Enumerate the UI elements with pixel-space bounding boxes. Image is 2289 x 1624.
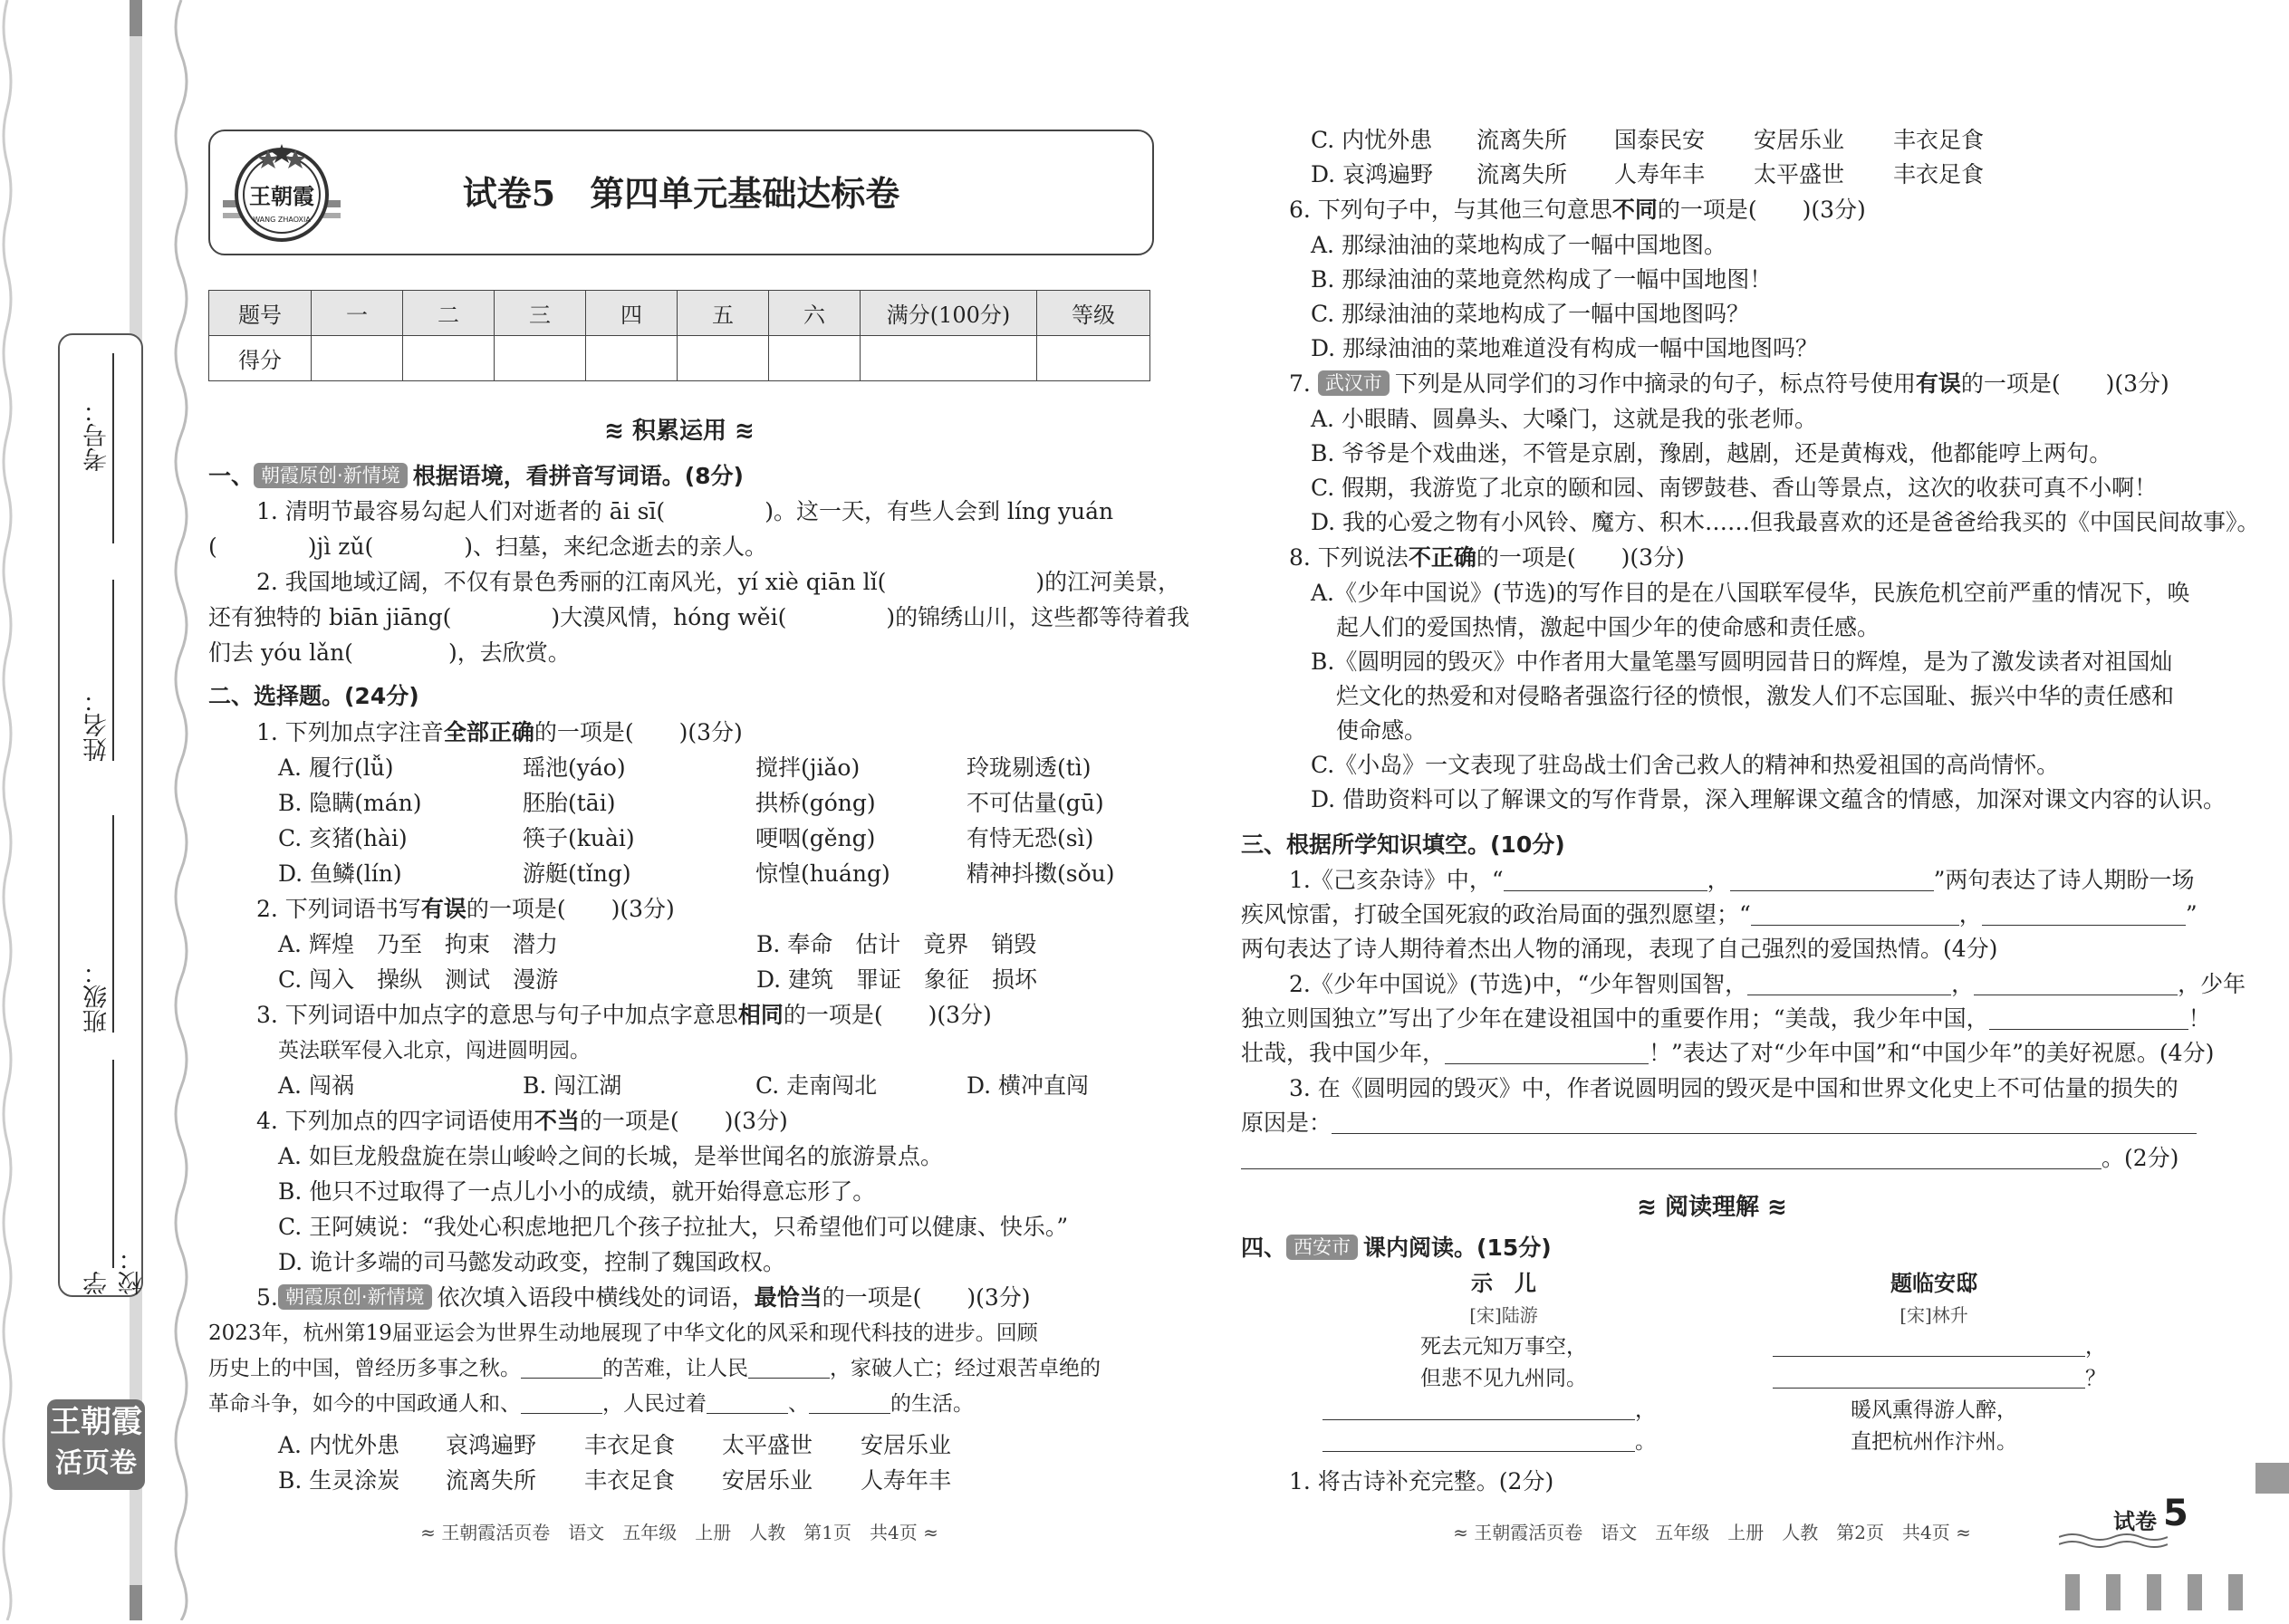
text: )jì zǔ(: [307, 533, 374, 560]
corner-number: 5: [2163, 1493, 2188, 1534]
opt: 瑶池(yáo): [523, 754, 626, 781]
answer-blank[interactable]: [373, 534, 464, 558]
xuexiao-field[interactable]: [112, 1060, 114, 1268]
score-input[interactable]: [861, 336, 1037, 381]
opt: 丰衣足食: [584, 1467, 676, 1494]
q8-option-a[interactable]: A.《少年中国说》(节选)的写作目的是在八国联军侵华，民族危机空前严重的情况下，唤: [1311, 580, 2190, 606]
score-cell: 题号: [209, 291, 312, 336]
text: 的一项是( )(3分): [822, 1284, 1031, 1311]
opt: B. 隐瞒(mán): [278, 790, 422, 816]
text: 原因是：: [1241, 1110, 1332, 1136]
emphasis: 有误: [1915, 370, 1961, 397]
opt: 人寿年丰: [1614, 161, 1706, 187]
answer-line[interactable]: [1332, 1110, 2197, 1134]
score-cell: 一: [312, 291, 403, 336]
score-cell: 三: [495, 291, 586, 336]
poem-tilinan: [1744, 1268, 2124, 1458]
text: 依次填入语段中横线处的词语，: [437, 1284, 755, 1311]
poem-author: [宋]林升: [1899, 1304, 1968, 1326]
answer-blank[interactable]: [217, 534, 308, 558]
text: ！”表达了对“少年中国”和“中国少年”的美好祝愿。(4分): [1649, 1040, 2215, 1066]
q8-option-b-cont: 烂文化的热爱和对侵略者强盗行径的愤恨，激发人们不忘国耻、振兴中华的责任感和: [1336, 683, 2175, 709]
text: 3. 下列词语中加点字的意思与句子中加点字意思: [256, 1002, 738, 1028]
emphasis: 不当: [534, 1108, 580, 1134]
text: 、: [788, 1392, 809, 1416]
text: 的一项是( )(3分): [466, 896, 675, 922]
text: ，: [2085, 1335, 2106, 1359]
q8-option-a-cont: 起人们的爱国热情，激起中国少年的使命感和责任感。: [1336, 614, 1880, 640]
text: )、扫墓，来纪念逝去的亲人。: [464, 533, 768, 560]
question-2: 二、选择题。(24分): [208, 683, 419, 709]
q-tag: 武汉市: [1318, 370, 1390, 396]
q7-option-d[interactable]: D. 我的心爱之物有小风铃、魔方、积木……但我最喜欢的还是爸爸给我买的《中国民间故事》。: [1311, 509, 2260, 535]
opt: 筷子(kuài): [523, 825, 635, 851]
question-4: [1241, 1231, 1552, 1265]
score-input[interactable]: [769, 336, 861, 381]
student-info-box: [58, 333, 147, 1297]
score-cell: 二: [403, 291, 495, 336]
opt: 哽咽(gěng): [755, 825, 876, 851]
q2-4-option-b[interactable]: B. 他只不过取得了一点儿小小的成绩，就开始得意忘形了。: [278, 1178, 876, 1205]
text: ，: [1707, 867, 1730, 893]
emphasis: 相同: [737, 1002, 784, 1028]
q6-option-c[interactable]: C. 那绿油油的菜地构成了一幅中国地图吗？: [1311, 301, 1750, 327]
q3-2-cont: [1241, 1002, 2211, 1036]
emphasis: 有误: [420, 896, 466, 922]
opt: C. 内忧外患: [1311, 127, 1433, 153]
brand-badge: [47, 1399, 145, 1490]
text: 2. 我国地域辽阔，不仅有景色秀丽的江南风光，yí xiè qiān lǐ(: [256, 569, 887, 595]
text: ”: [2185, 901, 2198, 927]
answer-blank[interactable]: [1989, 1005, 2188, 1030]
answer-blank[interactable]: [786, 605, 886, 629]
text: 疾风惊雷，打破全国死寂的政治局面的强烈愿望；“: [1241, 901, 1751, 927]
text: 革命斗争，如今的中国政通人和、: [208, 1392, 521, 1416]
poem-line: 死去元知万事空，: [1420, 1335, 1587, 1359]
text: 独立则国独立”写出了少年在建设祖国中的重要作用；“美哉，我少年中国，: [1241, 1005, 1989, 1032]
answer-line[interactable]: [1773, 1332, 2085, 1357]
score-table: [208, 290, 1150, 381]
corner-label: 试卷: [2113, 1509, 2157, 1534]
score-input[interactable]: [495, 336, 586, 381]
q2-2-stem: [256, 892, 675, 927]
text: 2.《少年中国说》(节选)中，“少年智则国智，: [1289, 971, 1748, 997]
xingming-field[interactable]: [112, 580, 114, 761]
poem-line: 但悲不见九州同。: [1420, 1367, 1587, 1390]
poem-line: 暖风熏得游人醉，: [1851, 1398, 2017, 1422]
text: )的锦绣山川，这些都等待着我: [886, 604, 1190, 630]
score-input[interactable]: [1037, 336, 1150, 381]
text: 4. 下列加点的四字词语使用: [256, 1108, 534, 1134]
answer-blank[interactable]: [353, 640, 448, 664]
q7-option-a[interactable]: A. 小眼睛、圆鼻头、大嗓门，这就是我的张老师。: [1311, 406, 1817, 432]
text: )的江河美景，: [1035, 569, 1181, 595]
logo-sub: WANG ZHAOXIA: [253, 216, 311, 224]
page-title: 试卷5 第四单元基础达标卷: [462, 173, 900, 214]
opt: 搅拌(jiǎo): [755, 754, 861, 781]
q1-line: [256, 565, 1180, 600]
text: 下列是从同学们的习作中摘录的句子，标点符号使用: [1394, 370, 1916, 397]
text: 的一项是( )(3分): [1960, 370, 2169, 397]
opt: 不可估量(gū): [967, 790, 1104, 816]
q3-3-cont: [1241, 1106, 2197, 1140]
question-1: [208, 459, 744, 494]
q-tag: 朝霞原创·新情境: [278, 1284, 432, 1310]
answer-blank[interactable]: [1751, 901, 1959, 926]
q3-2: [1289, 967, 2246, 1002]
q6-option-b[interactable]: B. 那绿油油的菜地竟然构成了一幅中国地图！: [1311, 266, 1773, 293]
opt: A. 履行(lǚ): [278, 754, 394, 781]
opt: 丰衣足食: [1893, 161, 1985, 187]
q2-3-sentence: 英法联军侵入北京，闯进圆明园。: [278, 1039, 591, 1062]
score-input[interactable]: [586, 336, 678, 381]
text: 的生活。: [890, 1392, 974, 1416]
score-cell: 六: [769, 291, 861, 336]
answer-line[interactable]: [1322, 1427, 1635, 1452]
q3-3-cont: [1241, 1141, 2178, 1176]
opt: 丰衣足食: [584, 1432, 676, 1458]
emphasis: 不同: [1611, 197, 1658, 223]
text: 7.: [1289, 370, 1318, 397]
opt: 游艇(tǐng): [523, 860, 631, 887]
opt: C. 亥猪(hài): [278, 825, 408, 851]
q3-1: [1289, 863, 2194, 898]
corner-wave-icon: [2059, 1532, 2168, 1559]
q6-stem: [1289, 193, 1866, 227]
kaohao-field[interactable]: [112, 353, 114, 543]
text: ，: [1958, 901, 1982, 927]
logo-text: 王朝霞: [249, 183, 314, 209]
q-tag: 西安市: [1286, 1235, 1358, 1260]
text: 们去 yóu lǎn(: [208, 639, 353, 666]
opt: 精神抖擞(sǒu): [967, 860, 1115, 887]
q2-5-passage: [208, 1351, 1101, 1386]
text: 的一项是( )(3分): [1476, 544, 1685, 571]
opt: 太平盛世: [722, 1432, 813, 1458]
score-input[interactable]: [312, 336, 403, 381]
opt: 有恃无恐(sì): [967, 825, 1094, 851]
text: ，少年: [2178, 971, 2246, 997]
q3-3: 3. 在《圆明园的毁灭》中，作者说圆明园的毁灭是中国和世界文化史上不可估量的损失的: [1289, 1075, 2178, 1101]
q1-line: [208, 530, 767, 564]
opt: 流离失所: [446, 1467, 537, 1494]
q2-2-option-c[interactable]: C. 闯入 操纵 测试 漫游: [278, 966, 559, 993]
opt: 国泰民安: [1614, 127, 1706, 153]
text: 的一项是( )(3分): [534, 719, 743, 745]
q2-5-passage: 2023年，杭州第19届亚运会为世界生动地展现了中华文化的风采和现代科技的进步。回顾: [208, 1321, 1038, 1345]
q-text: 根据语境，看拼音写词语。(8分): [412, 463, 744, 489]
emphasis: 全部正确: [443, 719, 534, 745]
opt: 丰衣足食: [1893, 127, 1985, 153]
q8-option-c[interactable]: C.《小岛》一文表现了驻岛战士们舍己救人的精神和热爱祖国的高尚情怀。: [1311, 752, 2060, 778]
q-num: 一、: [208, 463, 255, 489]
q1-line: [208, 636, 571, 670]
section-title: 积累运用: [631, 418, 726, 445]
answer-blank[interactable]: [707, 1389, 788, 1414]
q2-4-option-d[interactable]: D. 诡计多端的司马懿发动政变，控制了魏国政权。: [278, 1249, 786, 1275]
answer-line[interactable]: [1322, 1396, 1635, 1420]
score-input[interactable]: [678, 336, 769, 381]
text: 历史上的中国，曾经历多事之秋。: [208, 1357, 521, 1380]
q-tag: 朝霞原创·新情境: [254, 463, 408, 488]
q3-1-cont: 两句表达了诗人期待着杰出人物的涌现，表现了自己强烈的爱国热情。(4分): [1241, 936, 1998, 962]
q2-4-stem: [256, 1104, 788, 1139]
text: 。(2分): [2101, 1145, 2179, 1171]
answer-blank[interactable]: [886, 570, 1035, 593]
text: ，人民过着: [602, 1392, 707, 1416]
answer-line[interactable]: [1773, 1364, 2085, 1389]
score-value-row: [209, 336, 1150, 381]
opt[interactable]: B. 闯江湖: [523, 1072, 622, 1099]
text: (: [208, 533, 217, 560]
text: 1. 下列加点字注音: [256, 719, 444, 745]
answer-blank[interactable]: [521, 1354, 602, 1379]
poem-line: 直把杭州作汴州。: [1851, 1430, 2017, 1454]
opt[interactable]: C. 走南闯北: [755, 1072, 878, 1099]
text: 8. 下列说法: [1289, 544, 1409, 571]
section-title: 阅读理解: [1664, 1194, 1759, 1221]
question-3: 三、根据所学知识填空。(10分): [1241, 831, 1565, 858]
score-header-row: [209, 291, 1150, 336]
answer-blank[interactable]: [1982, 901, 2186, 926]
poem-title: 示 儿: [1471, 1271, 1536, 1296]
poem-title: 题临安邸: [1890, 1271, 1977, 1296]
page-footer-right: ≈ 王朝霞活页卷 语文 五年级 上册 人教 第2页 共4页 ≈: [1453, 1522, 1971, 1543]
text: 1.《己亥杂诗》中，“: [1289, 867, 1504, 893]
q6-option-a[interactable]: A. 那绿油油的菜地构成了一幅中国地图。: [1311, 232, 1726, 258]
opt: 哀鸿遍野: [446, 1432, 537, 1458]
answer-blank[interactable]: [665, 499, 765, 523]
opt: D. 哀鸿遍野: [1311, 161, 1434, 187]
q2-4-option-c[interactable]: C. 王阿姨说：“我处心积虑地把几个孩子拉扯大，只希望他们可以健康、快乐。”: [278, 1214, 1069, 1240]
q7-stem: [1289, 367, 2169, 401]
text: 还有独特的 biān jiāng(: [208, 604, 452, 630]
section-header-jilei: ≋ 积累运用 ≋: [604, 418, 755, 445]
text: 2. 下列词语书写: [256, 896, 421, 922]
opt: A. 内忧外患: [278, 1432, 399, 1458]
answer-blank[interactable]: [451, 605, 551, 629]
poem-author: [宋]陆游: [1469, 1304, 1538, 1326]
answer-blank[interactable]: [1730, 867, 1934, 891]
answer-blank[interactable]: [521, 1389, 602, 1414]
q-text: 课内阅读。(15分): [1363, 1235, 1552, 1261]
text: ，: [1951, 971, 1975, 997]
q2-5-passage: [208, 1387, 974, 1421]
q7-option-b[interactable]: B. 爷爷是个戏曲迷，不管是京剧，豫剧，越剧，还是黄梅戏，他都能哼上两句。: [1311, 440, 2112, 466]
score-input[interactable]: [403, 336, 495, 381]
answer-blank[interactable]: [1504, 867, 1707, 891]
text: ？: [2085, 1367, 2106, 1390]
opt[interactable]: D. 横冲直闯: [967, 1072, 1090, 1099]
opt: 流离失所: [1476, 127, 1568, 153]
opt: B. 生灵涂炭: [278, 1467, 400, 1494]
opt: 玲珑剔透(tì): [967, 754, 1092, 781]
text: 壮哉，我中国少年，: [1241, 1040, 1446, 1066]
q2-2-option-a[interactable]: A. 辉煌 乃至 拘束 潜力: [278, 931, 558, 957]
answer-blank[interactable]: [748, 1354, 830, 1379]
poem-shier: [1313, 1268, 1694, 1458]
title-banner: [208, 130, 1154, 255]
q1-line: [256, 495, 1113, 529]
opt[interactable]: A. 闯祸: [278, 1072, 354, 1099]
q3-1-cont: [1241, 898, 2198, 932]
q2-2-option-d[interactable]: D. 建筑 罪证 象征 损坏: [756, 966, 1038, 993]
text: 的一项是( )(3分): [579, 1108, 788, 1134]
text: ，家破人亡；经过艰苦卓绝的: [830, 1357, 1101, 1380]
text: 1. 清明节最容易勾起人们对逝者的 āi sī(: [256, 498, 666, 524]
text: ！: [2188, 1005, 2211, 1032]
opt: 太平盛世: [1754, 161, 1845, 187]
opt: 人寿年丰: [861, 1467, 952, 1494]
section-header-yuedu: ≋ 阅读理解 ≋: [1637, 1194, 1787, 1221]
opt: 胚胎(tāi): [523, 790, 616, 816]
text: 的苦难，让人民: [602, 1357, 748, 1380]
score-cell: 满分(100分): [861, 291, 1037, 336]
text: )。这一天，有些人会到 líng yuán: [765, 498, 1114, 524]
score-cell: 五: [678, 291, 769, 336]
q8-option-b-cont: 使命感。: [1336, 717, 1428, 744]
opt: 安居乐业: [722, 1467, 813, 1494]
answer-blank[interactable]: [1747, 971, 1951, 995]
bottom-stripes: [2065, 1574, 2289, 1610]
q7-option-c[interactable]: C. 假期，我游览了北京的颐和园、南锣鼓巷、香山等景点，这次的收获可真不小啊！: [1311, 475, 2158, 501]
emphasis: 不正确: [1408, 544, 1476, 571]
text: ，: [1635, 1398, 1656, 1422]
opt: 安居乐业: [861, 1432, 952, 1458]
q3-2-cont: [1241, 1036, 2214, 1071]
answer-line[interactable]: [1241, 1145, 2101, 1169]
score-cell: 四: [586, 291, 678, 336]
opt: 安居乐业: [1754, 127, 1845, 153]
score-cell: 等级: [1037, 291, 1150, 336]
kaohao-label: 考号：: [83, 399, 111, 472]
brand-text: 王朝霞: [50, 1404, 142, 1440]
q8-stem: [1289, 541, 1685, 575]
answer-blank[interactable]: [809, 1389, 890, 1414]
banji-label: 班级：: [83, 960, 111, 1033]
page-footer-left: ≈ 王朝霞活页卷 语文 五年级 上册 人教 第1页 共4页 ≈: [420, 1522, 938, 1543]
q2-5-stem: 5. 朝霞原创·新情境 依次填入语段中横线处的词语，最恰当的一项是( )(3分): [256, 1284, 1031, 1311]
q6-option-d[interactable]: D. 那绿油油的菜地难道没有构成一幅中国地图吗？: [1311, 335, 1819, 361]
q8-option-d[interactable]: D. 借助资料可以了解课文的写作背景，深入理解课文蕴含的情感，加深对课文内容的认识。: [1311, 786, 2226, 812]
brand-text-2: 活页卷: [55, 1447, 137, 1479]
opt: 拱桥(góng): [755, 790, 876, 816]
opt: D. 鱼鳞(lín): [278, 860, 402, 887]
q-num: 四、: [1241, 1235, 1287, 1261]
opt: 流离失所: [1476, 161, 1568, 187]
q2-1-stem: [256, 716, 743, 750]
text: 。: [1635, 1430, 1656, 1454]
q1-line: [208, 601, 1189, 635]
answer-blank[interactable]: [1445, 1040, 1649, 1064]
xingming-label: 姓名：: [83, 688, 111, 762]
text: 的一项是( )(3分): [1657, 197, 1866, 223]
answer-blank[interactable]: [1974, 971, 2178, 995]
edge-tab: [2255, 1463, 2289, 1494]
q2-3-stem: [256, 998, 992, 1033]
banji-field[interactable]: [112, 815, 114, 1033]
q2-2-option-b[interactable]: B. 奉命 估计 竟界 销毁: [756, 931, 1037, 957]
text: ”两句表达了诗人期盼一场: [1933, 867, 2195, 893]
q8-option-b[interactable]: B.《圆明园的毁灭》中作者用大量笔墨写圆明园昔日的辉煌，是为了激发读者对祖国灿: [1311, 649, 2173, 675]
q2-4-option-a[interactable]: A. 如巨龙般盘旋在崇山峻岭之间的长城，是举世闻名的旅游景点。: [278, 1143, 943, 1169]
text: 的一项是( )(3分): [783, 1002, 992, 1028]
binding-rail: [0, 0, 190, 1620]
xuexiao-label: 学校：: [83, 1246, 147, 1295]
text: )大漠风情，hóng wěi(: [551, 604, 787, 630]
opt: 惊惶(huáng): [755, 860, 890, 887]
text: )，去欣赏。: [447, 639, 571, 666]
score-cell: 得分: [209, 336, 312, 381]
emphasis: 最恰当: [754, 1284, 822, 1311]
text: 6. 下列句子中，与其他三句意思: [1289, 197, 1612, 223]
q4-1: 1. 将古诗补充完整。(2分): [1289, 1468, 1554, 1494]
